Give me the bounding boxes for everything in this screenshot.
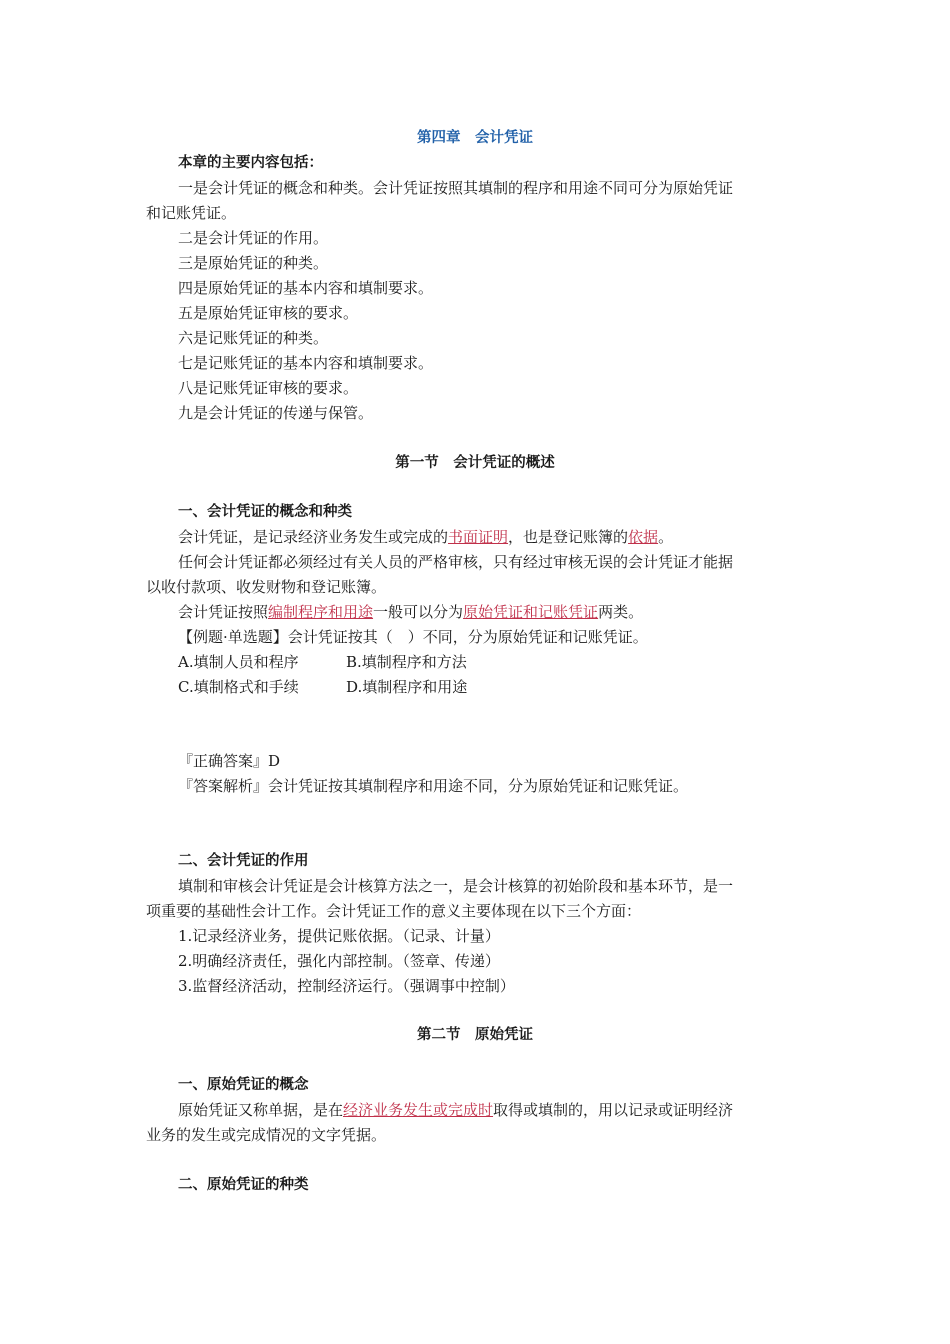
text-span: 取得或填制的，用以记录或证明经济 [493,1101,734,1119]
role-paragraph-cont: 项重要的基础性会计工作。会计凭证工作的意义主要体现在以下三个方面： [146,902,642,920]
keyword-highlight: 经济业务发生或完成时 [343,1101,494,1119]
section-1-sub-2-heading: 二、会计凭证的作用 [178,853,309,869]
intro-item: 九是会计凭证的传递与保管。 [178,404,374,422]
intro-item: 七是记账凭证的基本内容和填制要求。 [178,354,434,372]
role-point-3: 3.监督经济活动，控制经济运行。（强调事中控制） [178,977,515,995]
answer-analysis: 『答案解析』会计凭证按其填制程序和用途不同，分为原始凭证和记账凭证。 [178,777,689,795]
section-1-title: 第一节 会计凭证的概述 [395,455,555,471]
original-voucher-definition [178,1100,843,1120]
text-span: 原始凭证又称单据，是在 [178,1101,344,1119]
example-question: 【例题·单选题】会计凭证按其（ ）不同，分为原始凭证和记账凭证。 [178,628,648,646]
intro-item: 二是会计凭证的作用。 [178,229,329,247]
role-point-2: 2.明确经济责任，强化内部控制。（签章、传递） [178,952,500,970]
intro-item: 八是记账凭证审核的要求。 [178,379,359,397]
intro-item: 四是原始凭证的基本内容和填制要求。 [178,279,434,297]
option-d: D.填制程序和用途 [346,678,468,696]
section-1-sub-1-heading: 一、会计凭证的概念和种类 [178,504,352,520]
intro-item: 五是原始凭证审核的要求。 [178,304,359,322]
option-a: A.填制人员和程序 [178,653,299,671]
chapter-title: 第四章 会计凭证 [417,130,533,146]
text-span: 会计凭证按照 [178,603,269,621]
definition-paragraph [178,527,843,547]
text-span: 两类。 [598,603,644,621]
section-2-sub-1-heading: 一、原始凭证的概念 [178,1077,309,1093]
review-paragraph: 任何会计凭证都必须经过有关人员的严格审核，只有经过审核无误的会计凭证才能据 [178,553,734,571]
role-paragraph: 填制和审核会计凭证是会计核算方法之一，是会计核算的初始阶段和基本环节，是一 [178,877,734,895]
intro-item-1-cont: 和记账凭证。 [146,204,237,222]
keyword-highlight: 原始凭证和记账凭证 [463,603,599,621]
keyword-highlight: 编制程序和用途 [268,603,374,621]
keyword-highlight: 书面证明 [448,528,509,546]
keyword-highlight: 依据 [628,528,659,546]
intro-item: 六是记账凭证的种类。 [178,329,329,347]
example-options-row [178,677,843,697]
text-span: 一般可以分为 [373,603,464,621]
example-options-row [178,652,843,672]
intro-heading: 本章的主要内容包括： [178,155,323,171]
intro-item: 三是原始凭证的种类。 [178,254,329,272]
original-voucher-definition-cont: 业务的发生或完成情况的文字凭据。 [146,1126,387,1144]
option-c: C.填制格式和手续 [178,678,299,696]
review-paragraph-cont: 以收付款项、收发财物和登记账簿。 [146,578,387,596]
section-2-title: 第二节 原始凭证 [417,1027,533,1043]
text-span: 会计凭证，是记录经济业务发生或完成的 [178,528,449,546]
text-span: 。 [658,528,674,546]
text-span: ，也是登记账簿的 [508,528,629,546]
section-2-sub-2-heading: 二、原始凭证的种类 [178,1177,309,1193]
classification-paragraph [178,602,843,622]
intro-item-1: 一是会计凭证的概念和种类。会计凭证按照其填制的程序和用途不同可分为原始凭证 [178,179,734,197]
role-point-1: 1.记录经济业务，提供记账依据。（记录、计量） [178,927,500,945]
correct-answer: 『正确答案』D [178,752,281,770]
option-b: B.填制程序和方法 [346,653,467,671]
